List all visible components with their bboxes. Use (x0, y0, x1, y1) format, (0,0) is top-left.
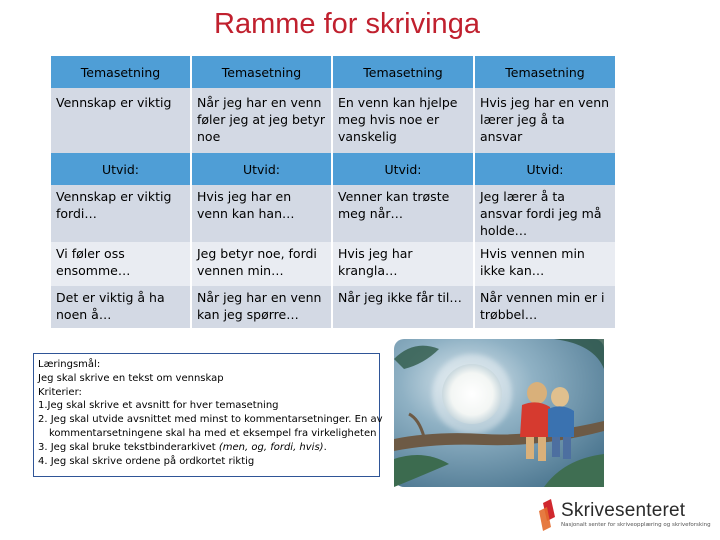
criterion-3-text: 3. Jeg skal bruke tekstbinderarkivet (38, 441, 219, 453)
table-cell: Det er viktig å ha noen å… (50, 286, 191, 328)
criterion-3 (38, 441, 375, 455)
table-cell: Jeg lærer å ta ansvar fordi jeg må holde… (474, 185, 616, 242)
topic-sentence-cell: Hvis jeg har en venn lærer jeg å ta ansvar (474, 88, 616, 153)
child-head-left (527, 382, 547, 404)
criterion-4: 4. Jeg skal skrive ordene på ordkortet riktig (38, 455, 255, 467)
table-cell: Jeg betyr noe, fordi vennen min… (191, 242, 332, 286)
topic-sentence-cell: Når jeg har en venn føler jeg at jeg betyr noe (191, 88, 332, 153)
table-cell: Når jeg ikke får til… (332, 286, 474, 328)
utvid-cell: Utvid: (191, 153, 332, 185)
table-cell: Når jeg har en venn kan jeg spørre… (191, 286, 332, 328)
child-shirt-blue (548, 406, 574, 437)
table-row (50, 286, 616, 328)
table-row (50, 185, 616, 242)
learning-goals-box (33, 353, 383, 477)
criterion-3-connectives: (men, og, fordi, hvis) (218, 441, 324, 453)
goal-text: Jeg skal skrive en tekst om vennskap (38, 372, 224, 384)
table-cell: Hvis vennen min ikke kan… (474, 242, 616, 286)
header-cell: Temasetning (191, 56, 332, 88)
child-leg (563, 437, 571, 459)
child-shirt-red (520, 402, 552, 437)
table-cell: Vennskap er viktig fordi… (50, 185, 191, 242)
topic-sentence-cell: En venn kan hjelpe meg hvis noe er vanskelig (332, 88, 474, 153)
criterion-3-end: . (323, 441, 327, 453)
goals-heading: Læringsmål: (38, 359, 101, 370)
topic-sentence-row (50, 88, 616, 153)
criterion-2-continued: kommentarsetningene skal ha med et eksempel fra virkeligheten (49, 427, 377, 439)
criterion-2: 2. Jeg skal utvide avsnittet med minst to kommentarsetninger. En av (38, 414, 383, 426)
header-cell: Temasetning (474, 56, 616, 88)
criterion-1: 1.Jeg skal skrive et avsnitt for hver temasetning (38, 400, 279, 412)
utvid-cell: Utvid: (474, 153, 616, 185)
child-head-right (551, 387, 569, 407)
utvid-row (50, 153, 616, 185)
table-cell: Venner kan trøste meg når… (332, 185, 474, 242)
utvid-cell: Utvid: (332, 153, 474, 185)
writing-frame-table (49, 56, 617, 328)
logo-name: Skrivesenteret (561, 500, 686, 521)
header-cell: Temasetning (50, 56, 191, 88)
page-title: Ramme for skrivinga (214, 8, 480, 40)
table-cell: Når vennen min er i trøbbel… (474, 286, 616, 328)
header-cell: Temasetning (332, 56, 474, 88)
child-leg (526, 437, 534, 459)
criteria-heading: Kriterier: (38, 386, 82, 398)
child-leg (552, 437, 560, 457)
table-cell: Hvis jeg har krangla… (332, 242, 474, 286)
header-row (50, 56, 616, 88)
friends-on-branch-illustration (394, 339, 604, 487)
table-cell: Hvis jeg har en venn kan han… (191, 185, 332, 242)
table-row (50, 242, 616, 286)
topic-sentence-cell: Vennskap er viktig (50, 88, 191, 153)
utvid-cell: Utvid: (50, 153, 191, 185)
child-leg (538, 437, 546, 461)
moon (442, 364, 502, 424)
logo-subtitle: Nasjonalt senter for skriveopplæring og skriveforsking (561, 522, 711, 528)
table-cell: Vi føler oss ensomme… (50, 242, 191, 286)
